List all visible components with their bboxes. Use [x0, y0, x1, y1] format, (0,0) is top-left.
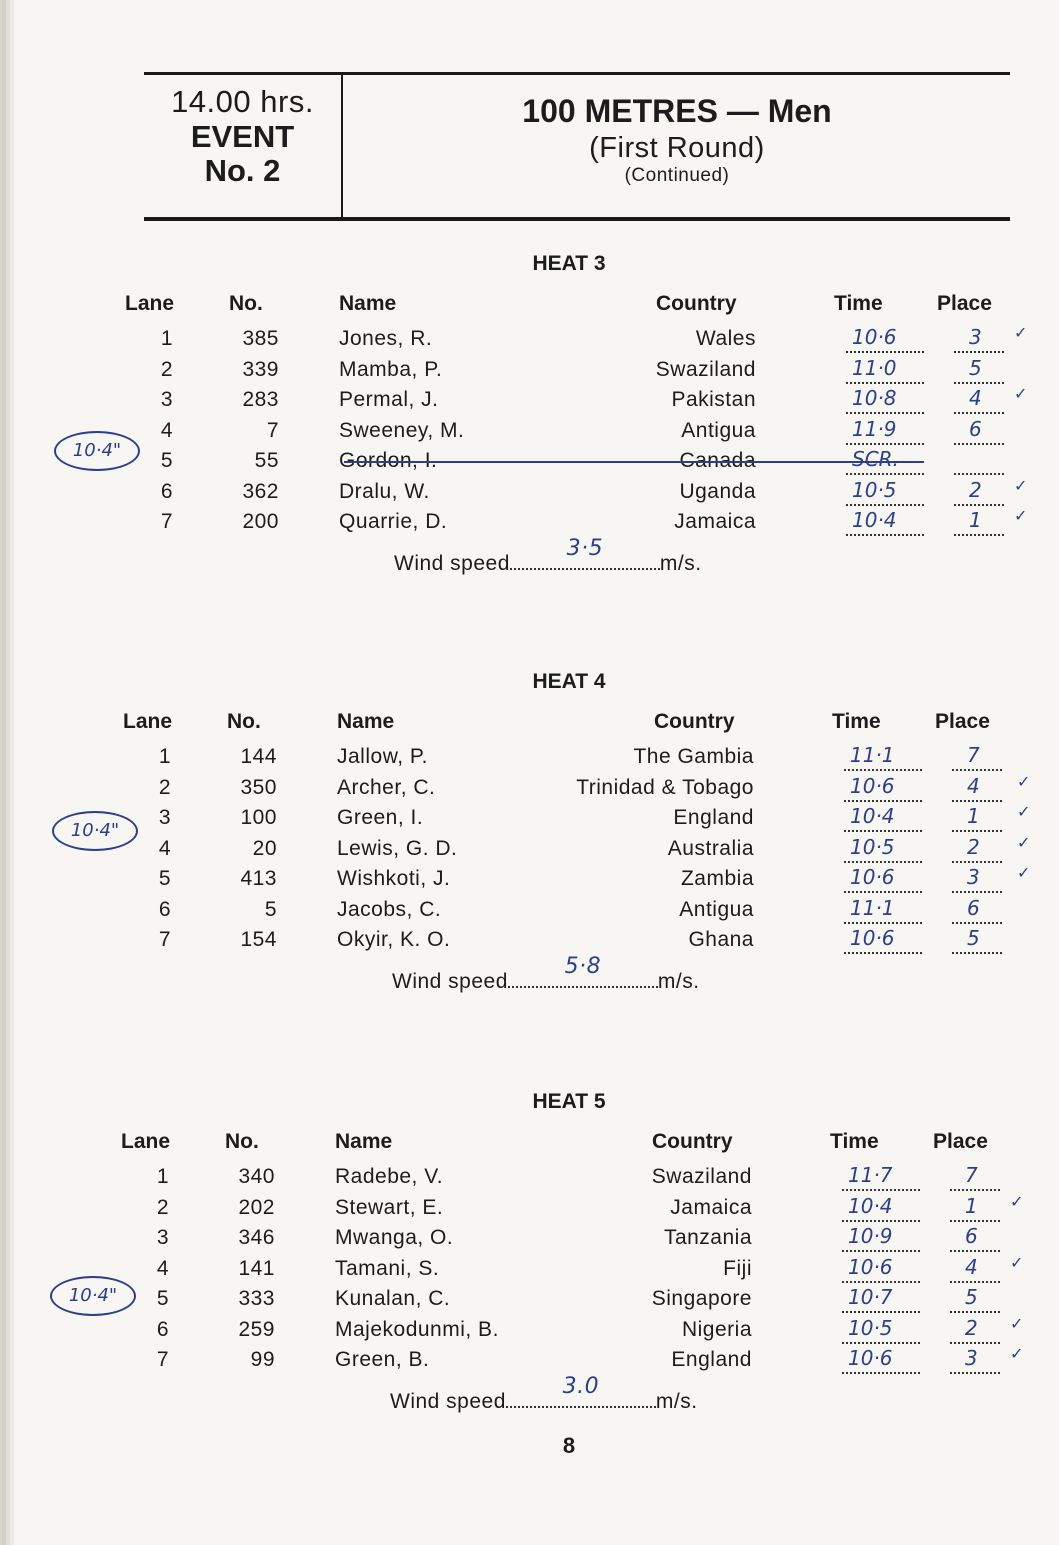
row-lane: 7 [156, 1348, 170, 1371]
time-dotted-line [844, 952, 922, 954]
time-dotted-line [844, 891, 922, 893]
row-lane: 3 [158, 806, 172, 829]
row-time-handwritten: 11·7 [848, 1163, 893, 1187]
row-number: 385 [242, 327, 279, 350]
row-country: Ghana [688, 928, 754, 951]
row-lane: 7 [160, 510, 174, 533]
place-dotted-line [952, 922, 1002, 924]
place-dotted-line [952, 861, 1002, 863]
row-place-handwritten: 3 [965, 1346, 978, 1370]
row-lane: 4 [158, 836, 172, 860]
col-header-number: No. [229, 292, 263, 315]
place-dotted-line [952, 952, 1002, 954]
row-time-handwritten: 10·5 [852, 477, 897, 502]
wind-speed-line [506, 1373, 656, 1408]
wind-speed-label: Wind speed [394, 551, 510, 575]
row-place-handwritten: 3 [967, 865, 980, 889]
row-athlete-name: Stewart, E. [335, 1195, 444, 1219]
row-time-handwritten: 10·6 [848, 1254, 893, 1279]
row-lane: 1 [156, 1165, 170, 1188]
wind-speed-value: 5·8 [564, 953, 602, 979]
event-time-block [144, 84, 341, 188]
row-number: 200 [242, 510, 279, 533]
row-country: Swaziland [651, 1165, 752, 1188]
col-header-time: Time [834, 292, 883, 315]
row-lane: 2 [156, 1195, 170, 1219]
row-country: Singapore [651, 1287, 752, 1310]
time-dotted-line [842, 1250, 920, 1252]
row-time-handwritten: 11·1 [850, 895, 895, 920]
event-title-block [344, 90, 1010, 188]
place-dotted-line [952, 830, 1002, 832]
heat-title: HEAT 5 [532, 1090, 606, 1113]
row-time-handwritten: 10·4 [852, 508, 897, 532]
col-header-place: Place [933, 1130, 988, 1153]
row-country: Nigeria [681, 1317, 752, 1341]
time-dotted-line [846, 504, 924, 506]
circled-time-note: 10·4" [54, 431, 140, 471]
time-dotted-line [846, 534, 924, 536]
header-top-rule [144, 72, 1010, 75]
row-lane: 7 [158, 928, 172, 951]
row-place-handwritten: 5 [965, 1285, 978, 1309]
col-header-lane: Lane [121, 1130, 171, 1153]
row-time-handwritten: 10·6 [850, 773, 895, 798]
row-time-handwritten: 11·1 [850, 743, 895, 767]
row-place-handwritten: 2 [965, 1315, 978, 1340]
row-country: Antigua [681, 418, 756, 442]
row-athlete-name: Permal, J. [339, 388, 439, 411]
check-mark-icon: ✓ [1017, 863, 1031, 882]
wind-speed-label: Wind speed [392, 969, 508, 993]
row-place-handwritten: 5 [967, 926, 980, 950]
row-country: Fiji [723, 1256, 752, 1280]
col-header-name: Name [339, 292, 397, 315]
program-page [14, 0, 1059, 1545]
heat-section [14, 252, 1059, 582]
row-place-handwritten: 2 [967, 834, 980, 859]
row-athlete-name: Tamani, S. [335, 1256, 440, 1280]
row-country: Jamaica [670, 1195, 752, 1219]
row-place-handwritten: 1 [969, 508, 982, 532]
time-dotted-line [844, 800, 922, 802]
row-lane: 6 [158, 897, 172, 921]
row-athlete-name: Quarrie, D. [339, 510, 448, 533]
col-header-country: Country [652, 1130, 733, 1153]
col-header-country: Country [654, 710, 735, 733]
row-country: Uganda [679, 479, 756, 503]
col-header-time: Time [832, 710, 881, 733]
heat-title: HEAT 4 [532, 670, 606, 693]
row-lane: 1 [158, 745, 172, 768]
wind-speed-label: Wind speed [390, 1389, 506, 1413]
row-number: 55 [254, 449, 279, 472]
row-country: Swaziland [655, 357, 756, 381]
place-dotted-line [954, 412, 1004, 414]
row-athlete-name: Green, B. [335, 1348, 430, 1371]
check-mark-icon: ✓ [1014, 323, 1028, 342]
row-number: 141 [238, 1256, 275, 1280]
place-dotted-line [950, 1189, 1000, 1191]
row-athlete-name: Okyir, K. O. [337, 928, 451, 951]
event-time: 14.00 hrs. [171, 84, 314, 119]
row-number: 283 [242, 388, 279, 411]
row-number: 7 [266, 418, 279, 442]
row-number: 99 [250, 1348, 275, 1371]
check-mark-icon: ✓ [1014, 506, 1028, 525]
row-time-handwritten: 10·4 [850, 804, 895, 828]
wind-speed-unit: m/s. [657, 969, 700, 993]
row-athlete-name: Gordon, I. [339, 449, 438, 472]
col-header-lane: Lane [123, 710, 173, 733]
time-dotted-line [846, 412, 924, 414]
wind-speed-unit: m/s. [659, 551, 702, 575]
time-dotted-line [846, 473, 924, 475]
row-lane: 5 [156, 1287, 170, 1310]
row-place-handwritten: 6 [965, 1224, 978, 1248]
wind-speed-line [508, 953, 658, 988]
wind-speed [394, 535, 702, 576]
row-number: 339 [242, 357, 279, 381]
row-country: Australia [667, 836, 754, 860]
page-number: 8 [562, 1433, 576, 1458]
row-time-handwritten: 10·8 [852, 386, 897, 410]
col-header-country: Country [656, 292, 737, 315]
row-place-handwritten: 6 [967, 895, 980, 920]
row-lane: 4 [156, 1256, 170, 1280]
place-dotted-line [952, 891, 1002, 893]
check-mark-icon: ✓ [1010, 1252, 1024, 1272]
row-lane: 6 [160, 479, 174, 503]
time-dotted-line [842, 1342, 920, 1344]
row-place-handwritten: 2 [969, 477, 982, 502]
check-mark-icon: ✓ [1014, 475, 1028, 495]
place-dotted-line [950, 1220, 1000, 1222]
place-dotted-line [950, 1342, 1000, 1344]
col-header-name: Name [337, 710, 395, 733]
row-country: Antigua [679, 897, 754, 921]
row-number: 413 [240, 867, 277, 890]
scratch-strike-line [344, 461, 924, 463]
check-mark-icon: ✓ [1010, 1313, 1024, 1333]
wind-speed [390, 1373, 698, 1414]
row-number: 144 [240, 745, 277, 768]
place-dotted-line [952, 800, 1002, 802]
col-header-lane: Lane [125, 292, 175, 315]
wind-speed-value: 3.0 [562, 1373, 600, 1399]
check-mark-icon: ✓ [1017, 771, 1031, 791]
time-dotted-line [842, 1189, 920, 1191]
row-number: 5 [264, 897, 277, 921]
place-dotted-line [950, 1311, 1000, 1313]
header-bottom-rule [144, 217, 1010, 221]
event-label: EVENT [190, 119, 295, 154]
row-place-handwritten: 5 [969, 355, 982, 380]
check-mark-icon: ✓ [1014, 384, 1028, 403]
row-time-handwritten: 11·0 [852, 355, 897, 380]
row-athlete-name: Dralu, W. [339, 479, 430, 503]
row-athlete-name: Mamba, P. [339, 357, 443, 381]
place-dotted-line [954, 504, 1004, 506]
time-dotted-line [844, 922, 922, 924]
col-header-number: No. [225, 1130, 259, 1153]
col-header-place: Place [935, 710, 990, 733]
row-athlete-name: Green, I. [337, 806, 424, 829]
row-place-handwritten: 4 [967, 773, 980, 798]
row-number: 100 [240, 806, 277, 829]
row-number: 362 [242, 479, 279, 503]
header-divider [341, 75, 343, 217]
row-country: England [671, 1348, 752, 1371]
row-athlete-name: Sweeney, M. [339, 418, 465, 442]
row-athlete-name: Jacobs, C. [337, 897, 442, 921]
place-dotted-line [954, 351, 1004, 353]
row-country: England [673, 806, 754, 829]
row-lane: 5 [158, 867, 172, 890]
row-place-handwritten: 1 [967, 804, 980, 828]
row-number: 350 [240, 775, 277, 799]
row-place-handwritten: 4 [969, 386, 982, 410]
row-lane: 3 [156, 1226, 170, 1249]
row-number: 20 [252, 836, 277, 860]
row-lane: 5 [160, 449, 174, 472]
row-number: 333 [238, 1287, 275, 1310]
row-country: Tanzania [663, 1226, 752, 1249]
row-athlete-name: Lewis, G. D. [337, 836, 458, 860]
time-dotted-line [842, 1220, 920, 1222]
time-dotted-line [846, 382, 924, 384]
row-number: 340 [238, 1165, 275, 1188]
row-lane: 4 [160, 418, 174, 442]
col-header-place: Place [937, 292, 992, 315]
check-mark-icon: ✓ [1017, 802, 1031, 821]
wind-speed [392, 953, 700, 994]
row-number: 259 [238, 1317, 275, 1341]
col-header-number: No. [227, 710, 261, 733]
row-place-handwritten: 4 [965, 1254, 978, 1279]
row-country: Wales [695, 327, 756, 350]
time-dotted-line [842, 1311, 920, 1313]
row-time-handwritten: 10·5 [848, 1315, 893, 1340]
row-time-handwritten: 10·7 [848, 1285, 893, 1309]
col-header-name: Name [335, 1130, 393, 1153]
time-dotted-line [846, 443, 924, 445]
row-number: 154 [240, 928, 277, 951]
row-time-handwritten: 10·5 [850, 834, 895, 859]
row-lane: 3 [160, 388, 174, 411]
place-dotted-line [950, 1250, 1000, 1252]
place-dotted-line [950, 1372, 1000, 1374]
circled-time-note: 10·4" [52, 811, 138, 851]
place-dotted-line [952, 769, 1002, 771]
row-lane: 1 [160, 327, 174, 350]
place-dotted-line [954, 534, 1004, 536]
row-place-handwritten: 6 [969, 416, 982, 441]
row-place-handwritten: 1 [965, 1193, 978, 1218]
row-country: Canada [679, 449, 756, 472]
time-dotted-line [844, 861, 922, 863]
check-mark-icon: ✓ [1010, 1191, 1024, 1211]
row-country: The Gambia [633, 745, 754, 768]
row-place-handwritten: 3 [969, 325, 982, 349]
time-dotted-line [844, 830, 922, 832]
row-time-handwritten: 10·9 [848, 1224, 893, 1248]
place-dotted-line [950, 1281, 1000, 1283]
time-dotted-line [844, 769, 922, 771]
row-athlete-name: Jallow, P. [337, 745, 428, 768]
row-place-handwritten: 7 [967, 743, 980, 767]
place-dotted-line [954, 473, 1004, 475]
row-time-handwritten: 10·6 [850, 865, 895, 889]
row-country: Jamaica [674, 510, 756, 533]
row-athlete-name: Wishkoti, J. [337, 867, 451, 890]
row-time-handwritten: 10·6 [850, 926, 895, 950]
heat-section [14, 1090, 1059, 1420]
row-time-handwritten: 10·6 [848, 1346, 893, 1370]
row-time-handwritten: 11·9 [852, 416, 897, 441]
time-dotted-line [842, 1281, 920, 1283]
row-time-handwritten: SCR. [852, 447, 899, 471]
row-country: Trinidad & Tobago [576, 775, 754, 799]
row-athlete-name: Radebe, V. [335, 1165, 444, 1188]
row-athlete-name: Archer, C. [337, 775, 436, 799]
row-time-handwritten: 10·6 [852, 325, 897, 349]
row-lane: 2 [160, 357, 174, 381]
time-dotted-line [846, 351, 924, 353]
check-mark-icon: ✓ [1017, 832, 1031, 852]
row-athlete-name: Mwanga, O. [335, 1226, 454, 1249]
wind-speed-value: 3·5 [566, 535, 604, 561]
heat-section [14, 670, 1059, 1000]
event-number: No. 2 [204, 153, 281, 188]
heat-title: HEAT 3 [532, 252, 606, 275]
wind-speed-line [510, 535, 660, 570]
check-mark-icon: ✓ [1010, 1344, 1024, 1363]
col-header-time: Time [830, 1130, 879, 1153]
row-lane: 2 [158, 775, 172, 799]
wind-speed-unit: m/s. [655, 1389, 698, 1413]
row-athlete-name: Majekodunmi, B. [335, 1317, 499, 1341]
row-athlete-name: Jones, R. [339, 327, 433, 350]
time-dotted-line [842, 1372, 920, 1374]
row-place-handwritten: 7 [965, 1163, 978, 1187]
event-title: 100 METRES — Men [522, 93, 832, 129]
place-dotted-line [954, 382, 1004, 384]
row-number: 202 [238, 1195, 275, 1219]
row-time-handwritten: 10·4 [848, 1193, 893, 1218]
event-continued: (Continued) [624, 165, 730, 186]
event-subtitle: (First Round) [589, 132, 765, 164]
row-country: Pakistan [671, 388, 756, 411]
row-lane: 6 [156, 1317, 170, 1341]
circled-time-note: 10·4" [50, 1276, 136, 1316]
row-athlete-name: Kunalan, C. [335, 1287, 451, 1310]
place-dotted-line [954, 443, 1004, 445]
row-number: 346 [238, 1226, 275, 1249]
row-country: Zambia [680, 867, 754, 890]
